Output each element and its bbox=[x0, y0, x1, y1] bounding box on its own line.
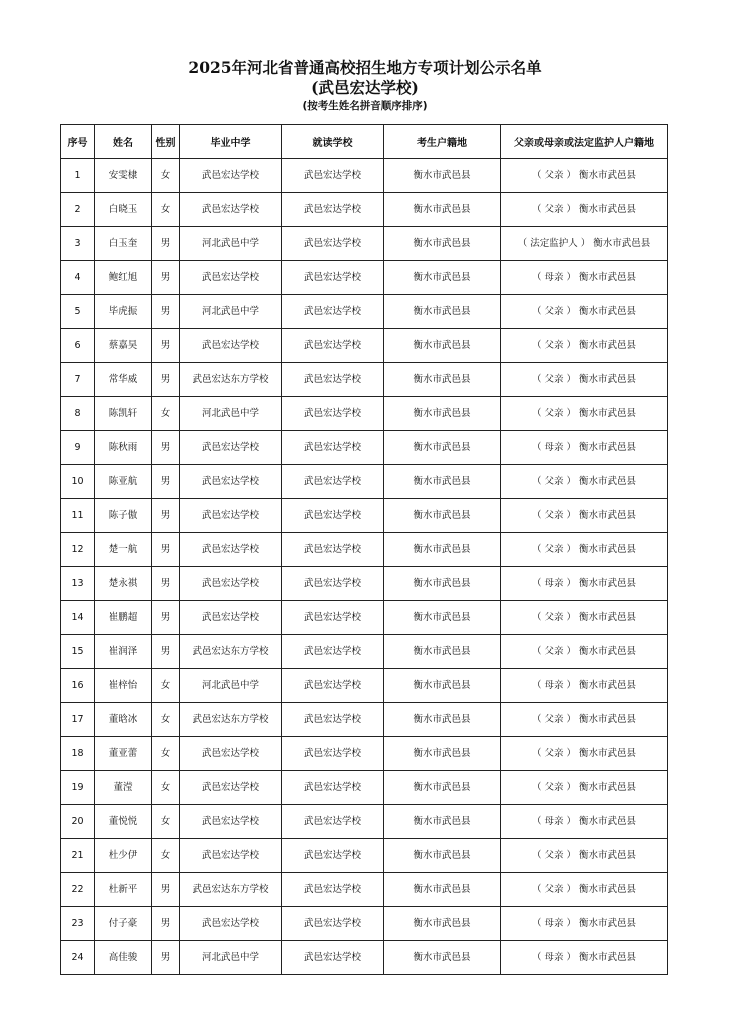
cell-student-hukou: 衡水市武邑县 bbox=[384, 669, 501, 703]
cell-index: 18 bbox=[61, 737, 95, 771]
cell-name: 白晓玉 bbox=[95, 193, 152, 227]
cell-guardian-hukou: （ 父亲 ） 衡水市武邑县 bbox=[501, 737, 668, 771]
cell-student-hukou: 衡水市武邑县 bbox=[384, 907, 501, 941]
cell-current-school: 武邑宏达学校 bbox=[282, 669, 384, 703]
cell-student-hukou: 衡水市武邑县 bbox=[384, 703, 501, 737]
table-row bbox=[61, 465, 668, 499]
cell-student-hukou: 衡水市武邑县 bbox=[384, 295, 501, 329]
cell-student-hukou: 衡水市武邑县 bbox=[384, 499, 501, 533]
cell-name: 蔡嘉昊 bbox=[95, 329, 152, 363]
cell-guardian-hukou: （ 母亲 ） 衡水市武邑县 bbox=[501, 941, 668, 975]
cell-guardian-hukou: （ 母亲 ） 衡水市武邑县 bbox=[501, 805, 668, 839]
cell-gender: 女 bbox=[152, 703, 180, 737]
header-graduation-school: 毕业中学 bbox=[180, 125, 282, 159]
cell-student-hukou: 衡水市武邑县 bbox=[384, 567, 501, 601]
cell-student-hukou: 衡水市武邑县 bbox=[384, 805, 501, 839]
cell-current-school: 武邑宏达学校 bbox=[282, 771, 384, 805]
cell-index: 8 bbox=[61, 397, 95, 431]
cell-graduation-school: 河北武邑中学 bbox=[180, 397, 282, 431]
cell-index: 20 bbox=[61, 805, 95, 839]
cell-current-school: 武邑宏达学校 bbox=[282, 363, 384, 397]
cell-current-school: 武邑宏达学校 bbox=[282, 601, 384, 635]
cell-guardian-hukou: （ 父亲 ） 衡水市武邑县 bbox=[501, 771, 668, 805]
cell-student-hukou: 衡水市武邑县 bbox=[384, 601, 501, 635]
cell-name: 毕虎振 bbox=[95, 295, 152, 329]
roster-table bbox=[60, 124, 668, 975]
header-guardian-hukou: 父亲或母亲或法定监护人户籍地 bbox=[501, 125, 668, 159]
cell-guardian-hukou: （ 父亲 ） 衡水市武邑县 bbox=[501, 159, 668, 193]
cell-guardian-hukou: （ 母亲 ） 衡水市武邑县 bbox=[501, 431, 668, 465]
cell-guardian-hukou: （ 母亲 ） 衡水市武邑县 bbox=[501, 567, 668, 601]
cell-graduation-school: 武邑宏达东方学校 bbox=[180, 363, 282, 397]
cell-name: 崔润泽 bbox=[95, 635, 152, 669]
cell-guardian-hukou: （ 父亲 ） 衡水市武邑县 bbox=[501, 839, 668, 873]
cell-gender: 男 bbox=[152, 567, 180, 601]
cell-guardian-hukou: （ 母亲 ） 衡水市武邑县 bbox=[501, 907, 668, 941]
cell-student-hukou: 衡水市武邑县 bbox=[384, 839, 501, 873]
cell-gender: 男 bbox=[152, 941, 180, 975]
cell-name: 陈子傲 bbox=[95, 499, 152, 533]
cell-graduation-school: 河北武邑中学 bbox=[180, 669, 282, 703]
cell-current-school: 武邑宏达学校 bbox=[282, 907, 384, 941]
cell-name: 杜新平 bbox=[95, 873, 152, 907]
cell-graduation-school: 武邑宏达学校 bbox=[180, 261, 282, 295]
cell-current-school: 武邑宏达学校 bbox=[282, 193, 384, 227]
cell-current-school: 武邑宏达学校 bbox=[282, 261, 384, 295]
cell-guardian-hukou: （ 母亲 ） 衡水市武邑县 bbox=[501, 669, 668, 703]
cell-index: 13 bbox=[61, 567, 95, 601]
cell-gender: 男 bbox=[152, 873, 180, 907]
cell-graduation-school: 武邑宏达学校 bbox=[180, 567, 282, 601]
cell-gender: 女 bbox=[152, 159, 180, 193]
cell-current-school: 武邑宏达学校 bbox=[282, 533, 384, 567]
cell-current-school: 武邑宏达学校 bbox=[282, 499, 384, 533]
cell-guardian-hukou: （ 父亲 ） 衡水市武邑县 bbox=[501, 397, 668, 431]
cell-student-hukou: 衡水市武邑县 bbox=[384, 873, 501, 907]
cell-guardian-hukou: （ 父亲 ） 衡水市武邑县 bbox=[501, 635, 668, 669]
cell-guardian-hukou: （ 父亲 ） 衡水市武邑县 bbox=[501, 533, 668, 567]
cell-gender: 男 bbox=[152, 635, 180, 669]
cell-name: 董晗冰 bbox=[95, 703, 152, 737]
cell-graduation-school: 武邑宏达学校 bbox=[180, 839, 282, 873]
cell-current-school: 武邑宏达学校 bbox=[282, 567, 384, 601]
cell-index: 1 bbox=[61, 159, 95, 193]
table-row bbox=[61, 329, 668, 363]
cell-guardian-hukou: （ 父亲 ） 衡水市武邑县 bbox=[501, 363, 668, 397]
cell-current-school: 武邑宏达学校 bbox=[282, 703, 384, 737]
cell-guardian-hukou: （ 母亲 ） 衡水市武邑县 bbox=[501, 261, 668, 295]
cell-gender: 男 bbox=[152, 329, 180, 363]
cell-index: 22 bbox=[61, 873, 95, 907]
cell-graduation-school: 武邑宏达学校 bbox=[180, 499, 282, 533]
table-row bbox=[61, 431, 668, 465]
cell-graduation-school: 武邑宏达学校 bbox=[180, 159, 282, 193]
cell-gender: 男 bbox=[152, 295, 180, 329]
cell-name: 崔鹏超 bbox=[95, 601, 152, 635]
table-row bbox=[61, 261, 668, 295]
cell-graduation-school: 武邑宏达学校 bbox=[180, 771, 282, 805]
cell-student-hukou: 衡水市武邑县 bbox=[384, 533, 501, 567]
table-row bbox=[61, 907, 668, 941]
cell-name: 鲍红旭 bbox=[95, 261, 152, 295]
cell-graduation-school: 武邑宏达学校 bbox=[180, 193, 282, 227]
cell-guardian-hukou: （ 父亲 ） 衡水市武邑县 bbox=[501, 601, 668, 635]
cell-gender: 男 bbox=[152, 227, 180, 261]
cell-current-school: 武邑宏达学校 bbox=[282, 941, 384, 975]
cell-graduation-school: 武邑宏达东方学校 bbox=[180, 873, 282, 907]
cell-name: 董悦悦 bbox=[95, 805, 152, 839]
cell-index: 11 bbox=[61, 499, 95, 533]
cell-index: 15 bbox=[61, 635, 95, 669]
cell-gender: 男 bbox=[152, 533, 180, 567]
document-header bbox=[0, 58, 730, 113]
table-row bbox=[61, 839, 668, 873]
cell-name: 陈亚航 bbox=[95, 465, 152, 499]
header-index: 序号 bbox=[61, 125, 95, 159]
table-row bbox=[61, 601, 668, 635]
table-row bbox=[61, 159, 668, 193]
cell-name: 崔梓怡 bbox=[95, 669, 152, 703]
cell-gender: 女 bbox=[152, 193, 180, 227]
table-row bbox=[61, 703, 668, 737]
cell-graduation-school: 武邑宏达学校 bbox=[180, 737, 282, 771]
cell-gender: 男 bbox=[152, 363, 180, 397]
cell-student-hukou: 衡水市武邑县 bbox=[384, 261, 501, 295]
cell-name: 楚永祺 bbox=[95, 567, 152, 601]
cell-gender: 女 bbox=[152, 805, 180, 839]
cell-student-hukou: 衡水市武邑县 bbox=[384, 737, 501, 771]
cell-name: 董滢 bbox=[95, 771, 152, 805]
cell-graduation-school: 武邑宏达学校 bbox=[180, 329, 282, 363]
cell-guardian-hukou: （ 父亲 ） 衡水市武邑县 bbox=[501, 873, 668, 907]
table-row bbox=[61, 567, 668, 601]
table-row bbox=[61, 805, 668, 839]
cell-name: 陈秋雨 bbox=[95, 431, 152, 465]
cell-student-hukou: 衡水市武邑县 bbox=[384, 363, 501, 397]
table-row bbox=[61, 227, 668, 261]
cell-student-hukou: 衡水市武邑县 bbox=[384, 397, 501, 431]
cell-guardian-hukou: （ 法定监护人 ） 衡水市武邑县 bbox=[501, 227, 668, 261]
cell-index: 21 bbox=[61, 839, 95, 873]
cell-index: 16 bbox=[61, 669, 95, 703]
header-student-hukou: 考生户籍地 bbox=[384, 125, 501, 159]
table-body bbox=[61, 159, 668, 975]
cell-name: 常华威 bbox=[95, 363, 152, 397]
cell-guardian-hukou: （ 父亲 ） 衡水市武邑县 bbox=[501, 499, 668, 533]
table-row bbox=[61, 499, 668, 533]
cell-gender: 女 bbox=[152, 771, 180, 805]
cell-index: 3 bbox=[61, 227, 95, 261]
cell-name: 杜少伊 bbox=[95, 839, 152, 873]
cell-student-hukou: 衡水市武邑县 bbox=[384, 635, 501, 669]
cell-student-hukou: 衡水市武邑县 bbox=[384, 227, 501, 261]
cell-current-school: 武邑宏达学校 bbox=[282, 295, 384, 329]
table-row bbox=[61, 533, 668, 567]
table-row bbox=[61, 873, 668, 907]
cell-index: 19 bbox=[61, 771, 95, 805]
cell-gender: 男 bbox=[152, 261, 180, 295]
table-row bbox=[61, 397, 668, 431]
table-row bbox=[61, 193, 668, 227]
cell-index: 14 bbox=[61, 601, 95, 635]
cell-current-school: 武邑宏达学校 bbox=[282, 227, 384, 261]
table-row bbox=[61, 635, 668, 669]
header-current-school: 就读学校 bbox=[282, 125, 384, 159]
cell-graduation-school: 河北武邑中学 bbox=[180, 941, 282, 975]
cell-student-hukou: 衡水市武邑县 bbox=[384, 329, 501, 363]
cell-name: 白玉奎 bbox=[95, 227, 152, 261]
cell-current-school: 武邑宏达学校 bbox=[282, 635, 384, 669]
cell-gender: 女 bbox=[152, 669, 180, 703]
cell-graduation-school: 武邑宏达东方学校 bbox=[180, 635, 282, 669]
document-note: (按考生姓名拼音顺序排序) bbox=[302, 100, 428, 112]
cell-graduation-school: 武邑宏达学校 bbox=[180, 907, 282, 941]
cell-index: 23 bbox=[61, 907, 95, 941]
cell-gender: 男 bbox=[152, 431, 180, 465]
cell-current-school: 武邑宏达学校 bbox=[282, 397, 384, 431]
cell-index: 7 bbox=[61, 363, 95, 397]
cell-gender: 男 bbox=[152, 601, 180, 635]
cell-current-school: 武邑宏达学校 bbox=[282, 431, 384, 465]
cell-graduation-school: 武邑宏达学校 bbox=[180, 465, 282, 499]
cell-name: 陈凯轩 bbox=[95, 397, 152, 431]
cell-graduation-school: 河北武邑中学 bbox=[180, 227, 282, 261]
cell-index: 9 bbox=[61, 431, 95, 465]
cell-graduation-school: 河北武邑中学 bbox=[180, 295, 282, 329]
cell-index: 10 bbox=[61, 465, 95, 499]
cell-index: 6 bbox=[61, 329, 95, 363]
cell-current-school: 武邑宏达学校 bbox=[282, 839, 384, 873]
cell-index: 24 bbox=[61, 941, 95, 975]
cell-name: 楚一航 bbox=[95, 533, 152, 567]
header-gender: 性别 bbox=[152, 125, 180, 159]
cell-gender: 女 bbox=[152, 839, 180, 873]
cell-gender: 男 bbox=[152, 499, 180, 533]
cell-gender: 男 bbox=[152, 907, 180, 941]
table-row bbox=[61, 737, 668, 771]
cell-current-school: 武邑宏达学校 bbox=[282, 805, 384, 839]
table-row bbox=[61, 295, 668, 329]
cell-name: 董亚蕾 bbox=[95, 737, 152, 771]
cell-student-hukou: 衡水市武邑县 bbox=[384, 431, 501, 465]
cell-guardian-hukou: （ 父亲 ） 衡水市武邑县 bbox=[501, 193, 668, 227]
table-row bbox=[61, 941, 668, 975]
cell-index: 2 bbox=[61, 193, 95, 227]
cell-graduation-school: 武邑宏达学校 bbox=[180, 533, 282, 567]
document-subtitle: (武邑宏达学校) bbox=[311, 78, 419, 97]
cell-guardian-hukou: （ 父亲 ） 衡水市武邑县 bbox=[501, 295, 668, 329]
cell-graduation-school: 武邑宏达学校 bbox=[180, 431, 282, 465]
cell-student-hukou: 衡水市武邑县 bbox=[384, 941, 501, 975]
cell-student-hukou: 衡水市武邑县 bbox=[384, 159, 501, 193]
cell-current-school: 武邑宏达学校 bbox=[282, 465, 384, 499]
cell-name: 安雯棣 bbox=[95, 159, 152, 193]
table-row bbox=[61, 771, 668, 805]
table-header-row bbox=[61, 125, 668, 159]
cell-index: 12 bbox=[61, 533, 95, 567]
cell-current-school: 武邑宏达学校 bbox=[282, 737, 384, 771]
document-title: 2025年河北省普通高校招生地方专项计划公示名单 bbox=[188, 58, 542, 77]
table-row bbox=[61, 363, 668, 397]
cell-gender: 女 bbox=[152, 737, 180, 771]
cell-current-school: 武邑宏达学校 bbox=[282, 873, 384, 907]
cell-index: 5 bbox=[61, 295, 95, 329]
cell-index: 17 bbox=[61, 703, 95, 737]
cell-student-hukou: 衡水市武邑县 bbox=[384, 771, 501, 805]
cell-name: 付子豪 bbox=[95, 907, 152, 941]
cell-guardian-hukou: （ 父亲 ） 衡水市武邑县 bbox=[501, 465, 668, 499]
cell-current-school: 武邑宏达学校 bbox=[282, 329, 384, 363]
cell-gender: 女 bbox=[152, 397, 180, 431]
cell-gender: 男 bbox=[152, 465, 180, 499]
cell-name: 高佳骏 bbox=[95, 941, 152, 975]
cell-graduation-school: 武邑宏达东方学校 bbox=[180, 703, 282, 737]
header-name: 姓名 bbox=[95, 125, 152, 159]
table-row bbox=[61, 669, 668, 703]
cell-graduation-school: 武邑宏达学校 bbox=[180, 601, 282, 635]
cell-index: 4 bbox=[61, 261, 95, 295]
cell-guardian-hukou: （ 父亲 ） 衡水市武邑县 bbox=[501, 703, 668, 737]
cell-student-hukou: 衡水市武邑县 bbox=[384, 193, 501, 227]
cell-student-hukou: 衡水市武邑县 bbox=[384, 465, 501, 499]
cell-current-school: 武邑宏达学校 bbox=[282, 159, 384, 193]
cell-graduation-school: 武邑宏达学校 bbox=[180, 805, 282, 839]
cell-guardian-hukou: （ 父亲 ） 衡水市武邑县 bbox=[501, 329, 668, 363]
